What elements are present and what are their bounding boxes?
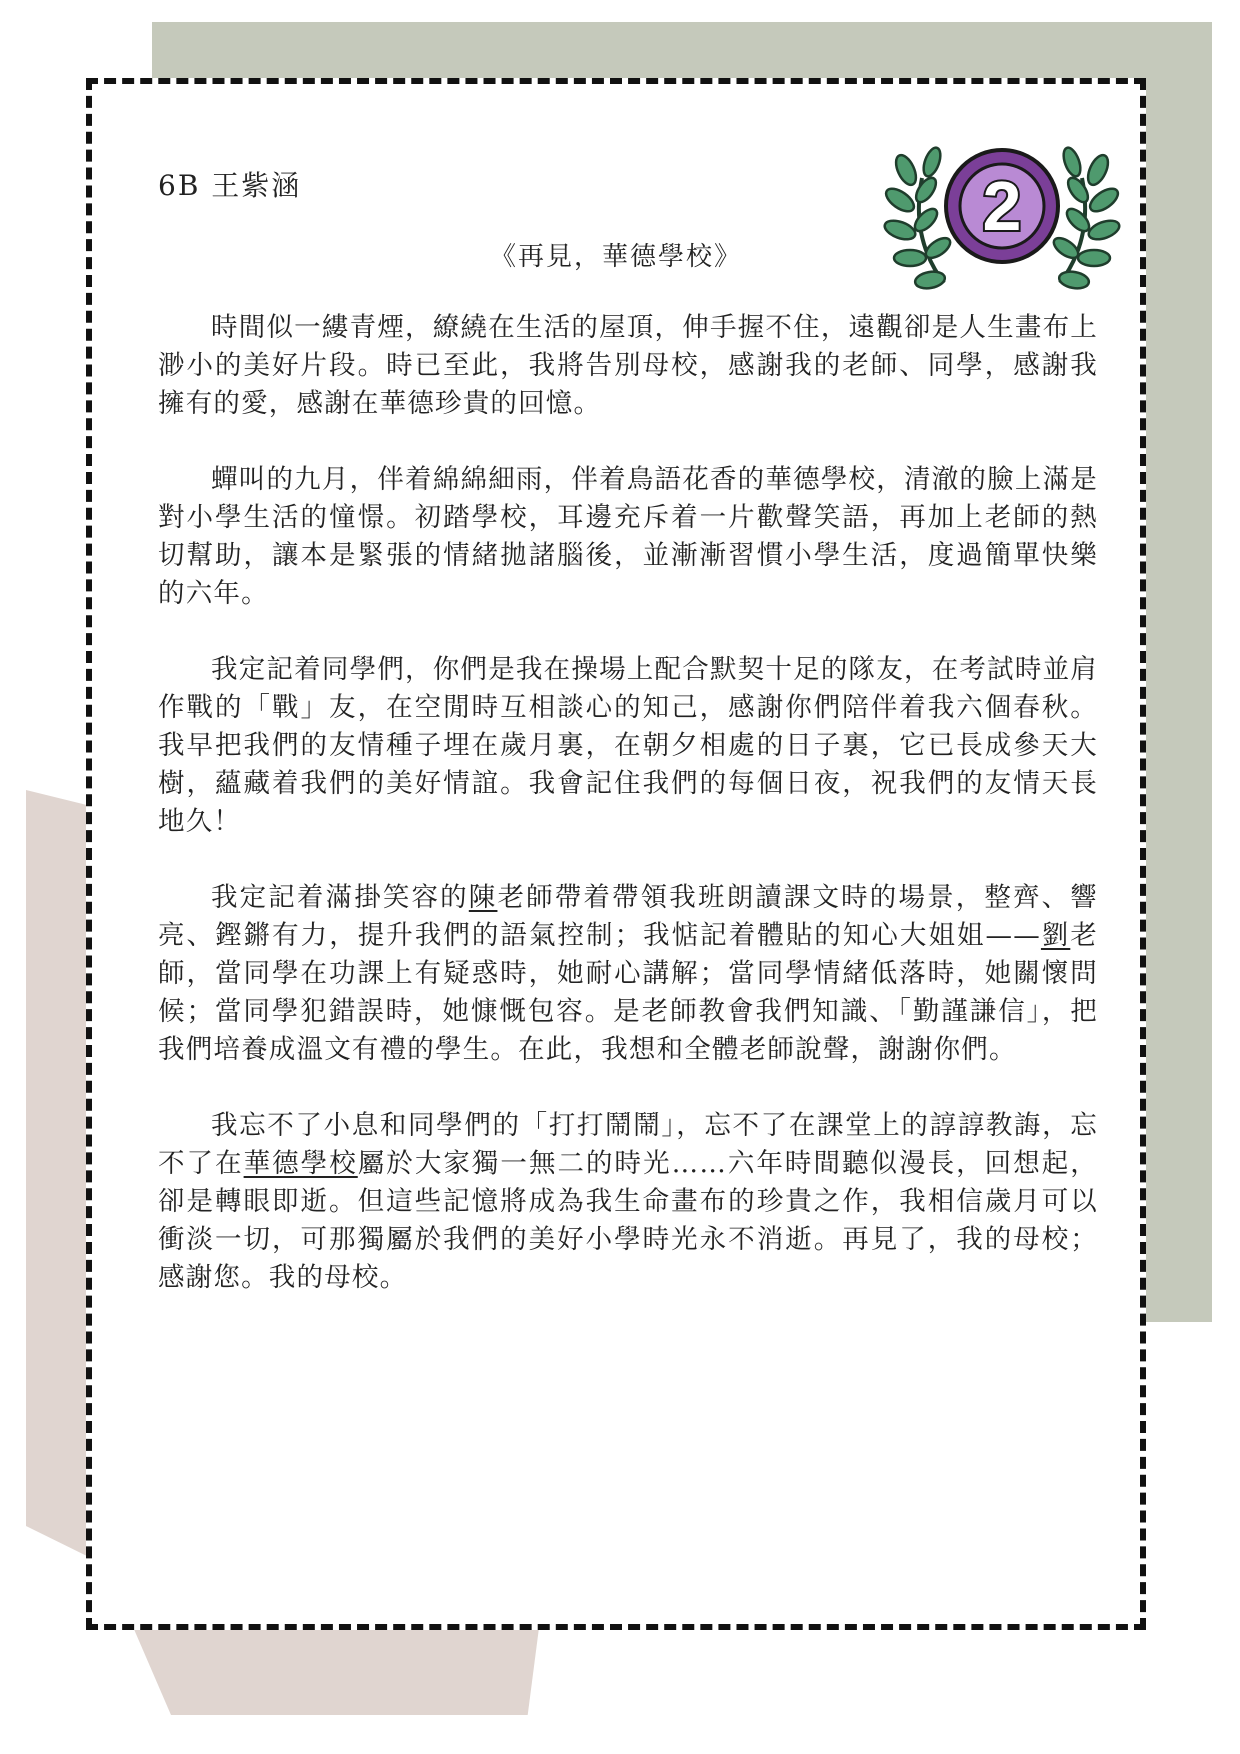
paragraph-5 (158, 1107, 1098, 1297)
underlined-name-chen: 陳 (468, 882, 498, 913)
paragraph-text: 時間似一縷青煙，繚繞在生活的屋頂，伸手握不住，遠觀卻是人生畫布上渺小的美好片段。時已至此，我將告別母校，感謝我的老師、同學，感謝我擁有的愛，感謝在華德珍貴的回憶。 (158, 312, 1098, 419)
paragraph-3 (158, 651, 1098, 841)
medal-number: 2 (982, 167, 1022, 245)
underlined-name-lau: 劉 (1040, 920, 1071, 951)
paragraph-text: 屬於大家獨一無二的時光……六年時間聽似漫長，回想起，卻是轉眼即逝。但這些記憶將成為我生命畫布的珍貴之作，我相信歲月可以衝淡一切，可那獨屬於我們的美好小學時光永不消逝。再見了，我的母校；感謝您。我的母校。 (158, 1148, 1098, 1293)
paragraph-2 (158, 461, 1098, 613)
essay-body (158, 309, 1098, 1335)
author-label: 6B 王紫涵 (158, 169, 302, 202)
underlined-school-name: 華德學校 (243, 1148, 358, 1179)
paragraph-text: 我忘不了小息和同學們的「打打鬧鬧」，忘不了在課堂上的諄諄教誨，忘不了在 (158, 1110, 1098, 1179)
paragraph-text: 我定記着同學們，你們是我在操場上配合默契十足的隊友，在考試時並肩作戰的「戰」友，在空閒時互相談心的知己，感謝你們陪伴着我六個春秋。我早把我們的友情種子埋在歲月裏，在朝夕相處的日子裏，它已長成參天大樹，蘊藏着我們的美好情誼。我會記住我們的每個日夜，祝我們的友情天長地久！ (158, 654, 1098, 837)
paragraph-4 (158, 879, 1098, 1069)
essay-title: 《再見，華德學校》 (489, 242, 742, 272)
paragraph-1 (158, 309, 1098, 423)
paragraph-text: 蟬叫的九月，伴着綿綿細雨，伴着鳥語花香的華德學校，清澈的臉上滿是對小學生活的憧憬。初踏學校，耳邊充斥着一片歡聲笑語，再加上老師的熱切幫助，讓本是緊張的情緒拋諸腦後，並漸漸習慣小學生活，度過簡單快樂的六年。 (158, 464, 1098, 609)
paragraph-text: 我定記着滿掛笑容的 (211, 882, 469, 913)
dashed-paper-card (86, 78, 1146, 1630)
paragraph-text: 老師，當同學在功課上有疑惑時，她耐心講解；當同學情緒低落時，她關懷問候；當同學犯錯誤時，她慷慨包容。是老師教會我們知識、「勤謹謙信」，把我們培養成溫文有禮的學生。在此，我想和全體老師說聲，謝謝你們。 (158, 920, 1098, 1065)
paragraph-text: 老師帶着帶領我班朗讀課文時的場景，整齊、響亮、鏗鏘有力，提升我們的語氣控制；我惦記着體貼的知心大姐姐—— (158, 882, 1099, 951)
background-pink-bottom-shape (130, 1620, 540, 1715)
